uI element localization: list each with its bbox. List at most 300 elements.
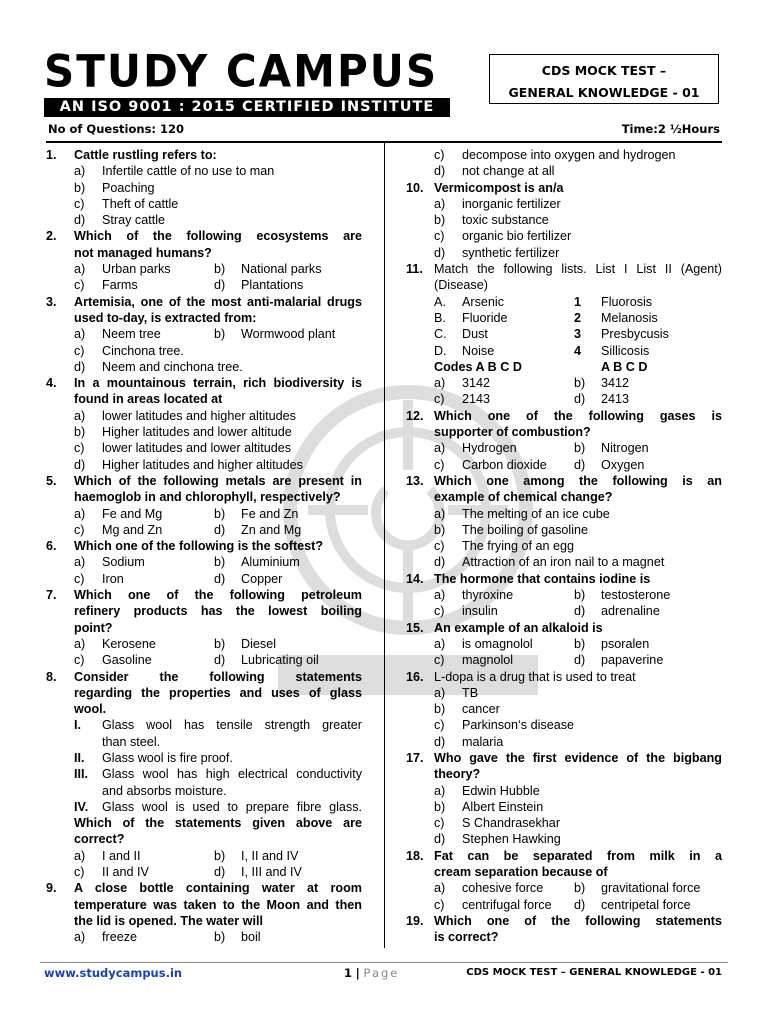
option-text: Albert Einstein [462, 799, 544, 814]
option-text: cohesive force [462, 881, 544, 896]
question-number: 11. [406, 262, 423, 277]
option-label: d) [574, 604, 586, 619]
text-line [46, 457, 362, 473]
text-line [46, 831, 362, 847]
text-line [46, 538, 362, 554]
option-label: d) [434, 734, 446, 749]
option-label: b) [74, 180, 86, 195]
option-label: a) [74, 636, 86, 651]
question-text: the lid is opened. The water will [74, 913, 263, 928]
text-line [46, 228, 362, 244]
brand-tagline: AN ISO 9001 : 2015 CERTIFIED INSTITUTE [44, 98, 450, 117]
option-text: testosterone [601, 588, 671, 603]
question-text: point? [74, 620, 113, 635]
option-label: c) [434, 229, 445, 244]
option-label: c) [434, 604, 445, 619]
text-line [406, 261, 722, 277]
text-line [46, 245, 362, 261]
text-line [406, 848, 722, 864]
text-line [406, 734, 722, 750]
option-text: Attraction of an iron nail to a magnet [462, 555, 665, 570]
text-line [406, 799, 722, 815]
option-text: Hydrogen [462, 441, 517, 456]
option-text: malaria [462, 734, 504, 749]
text-line [406, 929, 722, 945]
option-label: b) [574, 376, 586, 391]
option-text: centripetal force [601, 897, 691, 912]
option-text: Wormwood plant [241, 327, 336, 342]
option-label: a) [434, 783, 446, 798]
option-text: National parks [241, 262, 322, 277]
statement-label: IV. [74, 799, 89, 814]
text-line [46, 359, 362, 375]
option-label: c) [434, 457, 445, 472]
question-number: 13. [406, 473, 424, 488]
text-line [406, 473, 722, 489]
option-label: d) [574, 457, 586, 472]
option-text: Infertile cattle of no use to man [102, 164, 275, 179]
text-line [406, 245, 722, 261]
text-line [46, 652, 362, 668]
option-label: a) [434, 196, 446, 211]
text-line [406, 391, 722, 407]
text-line [406, 489, 722, 505]
option-label: b) [434, 213, 446, 228]
text-line [406, 669, 722, 685]
text-line [46, 554, 362, 570]
text-line [406, 652, 722, 668]
statement-text: Glass wool is fire proof. [102, 750, 233, 765]
option-text: Arsenic [462, 294, 504, 309]
option-label: b) [434, 702, 446, 717]
option-text: Noise [462, 343, 495, 358]
text-line [406, 636, 722, 652]
option-label: 1 [574, 294, 582, 309]
text-line [46, 701, 362, 717]
option-text: Mg and Zn [102, 522, 163, 537]
codes-header: A B C D [601, 359, 648, 374]
statement-text: Glass wool has tensile strength greater [102, 718, 362, 733]
question-text: Vermicompost is an/a [434, 180, 564, 195]
question-text: Which of the following metals are present in [74, 473, 362, 488]
option-label: c) [434, 653, 445, 668]
test-title-line-1: CDS MOCK TEST – [541, 63, 667, 78]
option-text: Parkinson‘s disease [462, 718, 575, 733]
question-text: (Disease) [434, 278, 488, 293]
text-line [406, 180, 722, 196]
option-label: c) [74, 196, 85, 211]
text-line [46, 196, 362, 212]
option-label: b) [434, 799, 446, 814]
option-label: c) [434, 897, 445, 912]
option-label: A. [434, 294, 446, 309]
question-number: 15. [406, 620, 424, 635]
option-text: toxic substance [462, 213, 549, 228]
option-text: Farms [102, 278, 138, 293]
text-line [46, 522, 362, 538]
text-line [406, 440, 722, 456]
option-label: 2 [574, 310, 582, 325]
option-label: C. [434, 327, 447, 342]
option-label: a) [434, 441, 446, 456]
text-line [46, 163, 362, 179]
text-line [46, 897, 362, 913]
option-label: b) [214, 506, 226, 521]
text-line [46, 408, 362, 424]
option-label: b) [214, 555, 226, 570]
text-line [406, 554, 722, 570]
option-text: boil [241, 930, 261, 945]
question-number: 3. [46, 294, 57, 309]
text-line [406, 571, 722, 587]
option-label: a) [434, 506, 446, 521]
text-line [406, 375, 722, 391]
option-text: 2143 [462, 392, 491, 407]
option-label: a) [74, 555, 86, 570]
option-text: Stray cattle [102, 213, 165, 228]
option-text: freeze [102, 930, 138, 945]
option-label: b) [74, 425, 86, 440]
option-text: II and IV [102, 865, 149, 880]
option-label: c) [74, 343, 85, 358]
option-text: 2413 [601, 392, 630, 407]
option-label: b) [214, 327, 226, 342]
text-line [46, 147, 362, 163]
text-line [406, 277, 722, 293]
option-text: adrenaline [601, 604, 660, 619]
page-indicator [344, 966, 399, 980]
question-text: Which one of the following gases is [434, 408, 722, 423]
text-line [46, 929, 362, 945]
text-line [406, 310, 722, 326]
option-text: Fe and Zn [241, 506, 299, 521]
option-text: Dust [462, 327, 488, 342]
text-line [46, 375, 362, 391]
question-text: is correct? [434, 930, 499, 945]
option-text: Fe and Mg [102, 506, 163, 521]
question-text: not managed humans? [74, 245, 212, 260]
question-text: correct? [74, 832, 125, 847]
option-label: 3 [574, 327, 582, 342]
option-label: a) [434, 588, 446, 603]
option-text: I and II [102, 848, 141, 863]
option-label: D. [434, 343, 447, 358]
option-text: Carbon dioxide [462, 457, 547, 472]
text-line [406, 163, 722, 179]
option-text: I, II and IV [241, 848, 299, 863]
text-line [406, 294, 722, 310]
option-text: is omagnolol [462, 636, 533, 651]
option-text: cancer [462, 702, 500, 717]
question-text: Which one of the following statements [434, 913, 722, 928]
question-text: Which of the following ecosystems are [74, 229, 362, 244]
option-text: Higher latitudes and lower altitude [102, 425, 292, 440]
option-label: b) [434, 522, 446, 537]
question-number: 8. [46, 669, 57, 684]
option-text: Kerosene [102, 636, 156, 651]
text-line [46, 620, 362, 636]
text-line [46, 685, 362, 701]
question-text: Match the following lists. List I List II (Agent) [434, 262, 722, 277]
option-label: a) [74, 408, 86, 423]
question-number: 12. [406, 408, 424, 423]
option-text: Theft of cattle [102, 196, 179, 211]
text-line [46, 571, 362, 587]
question-text: Who gave the first evidence of the bigbang [434, 750, 722, 765]
option-text: papaverine [601, 653, 664, 668]
statement-label: III. [74, 767, 88, 782]
option-text: 3412 [601, 376, 630, 391]
question-number: 14. [406, 571, 424, 586]
statement-text: Glass wool has high electrical conductivity [102, 767, 362, 782]
text-line [406, 587, 722, 603]
text-line [46, 310, 362, 326]
text-line [406, 685, 722, 701]
question-text: The hormone that contains iodine is [434, 571, 651, 586]
statement-text: than steel. [102, 734, 161, 749]
question-text: theory? [434, 767, 481, 782]
test-title-box [489, 54, 719, 104]
question-text: Which one among the following is an [434, 473, 722, 488]
option-label: d) [214, 278, 226, 293]
option-label: c) [74, 441, 85, 456]
option-text: magnolol [462, 653, 514, 668]
option-text: Neem tree [102, 327, 161, 342]
option-label: d) [74, 359, 86, 374]
question-number: 5. [46, 473, 57, 488]
option-label: 4 [574, 343, 582, 358]
text-line [406, 196, 722, 212]
option-label: b) [574, 881, 586, 896]
text-line [46, 734, 362, 750]
option-label: b) [214, 636, 226, 651]
question-number: 10. [406, 180, 424, 195]
question-text: regarding the properties and uses of glass [74, 685, 362, 700]
option-label: d) [434, 164, 446, 179]
question-number: 1. [46, 148, 57, 162]
option-text: inorganic fertilizer [462, 196, 561, 211]
option-label: c) [434, 816, 445, 831]
option-label: a) [74, 262, 86, 277]
option-label: c) [74, 522, 85, 537]
website-link[interactable]: www.studycampus.in [44, 966, 183, 980]
brand-name: STUDY CAMPUS [44, 45, 439, 98]
text-line [406, 717, 722, 733]
text-line [46, 343, 362, 359]
question-text: An example of an alkaloid is [434, 620, 603, 635]
option-label: a) [74, 930, 86, 945]
question-number: 7. [46, 588, 57, 603]
option-label: d) [574, 392, 586, 407]
option-label: a) [434, 376, 446, 391]
option-label: d) [74, 213, 86, 228]
text-line [406, 408, 722, 424]
option-label: d) [434, 832, 446, 847]
text-line [406, 147, 722, 163]
option-text: gravitational force [601, 881, 701, 896]
option-text: TB [462, 685, 479, 700]
option-text: Lubricating oil [241, 653, 319, 668]
text-line [46, 717, 362, 733]
text-line [406, 815, 722, 831]
question-number: 17. [406, 750, 424, 765]
option-text: 3142 [462, 376, 491, 391]
option-label: B. [434, 310, 446, 325]
text-line [46, 848, 362, 864]
text-line [406, 831, 722, 847]
option-label: b) [214, 848, 226, 863]
option-label: d) [214, 522, 226, 537]
text-line [46, 261, 362, 277]
option-text: Urban parks [102, 262, 171, 277]
text-line [46, 750, 362, 766]
option-text: Poaching [102, 180, 155, 195]
option-label: c) [74, 571, 85, 586]
option-label: c) [434, 718, 445, 733]
option-label: d) [574, 897, 586, 912]
text-line [406, 864, 722, 880]
text-line [46, 440, 362, 456]
text-line [406, 212, 722, 228]
option-text: Edwin Hubble [462, 783, 540, 798]
text-line [46, 424, 362, 440]
time-allowed: Time:2 ½Hours [621, 122, 720, 136]
option-text: insulin [462, 604, 498, 619]
option-label: d) [214, 865, 226, 880]
text-line [46, 815, 362, 831]
question-count: No of Questions: 120 [48, 122, 185, 136]
option-text: thyroxine [462, 588, 514, 603]
option-text: centrifugal force [462, 897, 552, 912]
column-divider [384, 142, 385, 948]
option-text: Copper [241, 571, 283, 586]
option-label: b) [574, 636, 586, 651]
question-text: Which of the statements given above are [74, 816, 362, 831]
footer-divider [40, 962, 728, 963]
option-text: lower latitudes and lower altitudes [102, 441, 292, 456]
option-text: Stephen Hawking [462, 832, 561, 847]
text-line [406, 506, 722, 522]
option-label: c) [74, 278, 85, 293]
statement-label: II. [74, 750, 85, 765]
text-line [46, 669, 362, 685]
text-line [406, 359, 722, 375]
text-line [406, 750, 722, 766]
question-number: 6. [46, 539, 57, 554]
option-text: psoralen [601, 636, 650, 651]
text-line [406, 538, 722, 554]
text-line [46, 212, 362, 228]
option-label: c) [434, 392, 445, 407]
text-line [406, 343, 722, 359]
text-line [406, 228, 722, 244]
text-line [46, 506, 362, 522]
left-column [46, 147, 362, 946]
question-text: cream separation because of [434, 865, 608, 880]
text-line [46, 766, 362, 782]
option-text: S Chandrasekhar [462, 816, 561, 831]
question-number: 19. [406, 913, 424, 928]
statement-label: I. [74, 718, 81, 733]
option-text: Presbycusis [601, 327, 669, 342]
option-text: decompose into oxygen and hydrogen [462, 148, 676, 162]
option-text: The boiling of gasoline [462, 522, 589, 537]
option-label: d) [574, 653, 586, 668]
text-line [406, 326, 722, 342]
question-text: temperature was taken to the Moon and then [74, 897, 362, 912]
option-text: The melting of an ice cube [462, 506, 610, 521]
question-number: 18. [406, 848, 424, 863]
option-text: Cinchona tree. [102, 343, 184, 358]
option-label: a) [434, 636, 446, 651]
option-label: c) [434, 148, 445, 162]
option-text: I, III and IV [241, 865, 302, 880]
text-line [46, 294, 362, 310]
option-text: Fluorosis [601, 294, 653, 309]
option-label: b) [214, 930, 226, 945]
text-line [46, 489, 362, 505]
question-number: 9. [46, 881, 57, 896]
right-column [406, 147, 722, 946]
question-text: Consider the following statements [74, 669, 362, 684]
page-separator: | [355, 966, 360, 980]
option-label: b) [574, 441, 586, 456]
question-number: 2. [46, 229, 57, 244]
option-text: Plantations [241, 278, 304, 293]
statement-text: and absorbs moisture. [102, 783, 227, 798]
option-text: Nitrogen [601, 441, 649, 456]
text-line [406, 783, 722, 799]
text-line [46, 326, 362, 342]
text-line [406, 424, 722, 440]
option-label: c) [74, 865, 85, 880]
question-number: 16. [406, 669, 424, 684]
option-label: a) [74, 164, 86, 179]
option-label: b) [574, 588, 586, 603]
option-text: Gasoline [102, 653, 152, 668]
option-label: a) [434, 881, 446, 896]
question-text: found in areas located at [74, 392, 223, 407]
option-text: Sodium [102, 555, 145, 570]
brand-logo [44, 45, 452, 117]
test-title-line-2: GENERAL KNOWLEDGE - 01 [508, 85, 700, 100]
text-line [46, 603, 362, 619]
option-text: synthetic fertilizer [462, 245, 560, 260]
question-text: wool. [74, 702, 107, 717]
option-text: The frying of an egg [462, 539, 575, 554]
question-text: used to-day, is extracted from: [74, 310, 257, 325]
footer-title: CDS MOCK TEST – GENERAL KNOWLEDGE - 01 [466, 967, 722, 978]
question-number: 4. [46, 376, 57, 391]
question-text: haemoglob in and chlorophyll, respectively? [74, 490, 341, 505]
text-line [46, 587, 362, 603]
option-label: a) [74, 327, 86, 342]
option-text: organic bio fertilizer [462, 229, 572, 244]
text-line [46, 783, 362, 799]
option-text: Fluoride [462, 310, 508, 325]
option-text: Sillicosis [601, 343, 650, 358]
option-text: Diesel [241, 636, 276, 651]
option-text: Iron [102, 571, 124, 586]
text-line [406, 603, 722, 619]
text-line [406, 880, 722, 896]
option-label: d) [214, 653, 226, 668]
question-text: Codes A B C D [434, 359, 522, 374]
text-line [46, 277, 362, 293]
text-line [46, 473, 362, 489]
text-line [46, 880, 362, 896]
text-line [406, 897, 722, 913]
